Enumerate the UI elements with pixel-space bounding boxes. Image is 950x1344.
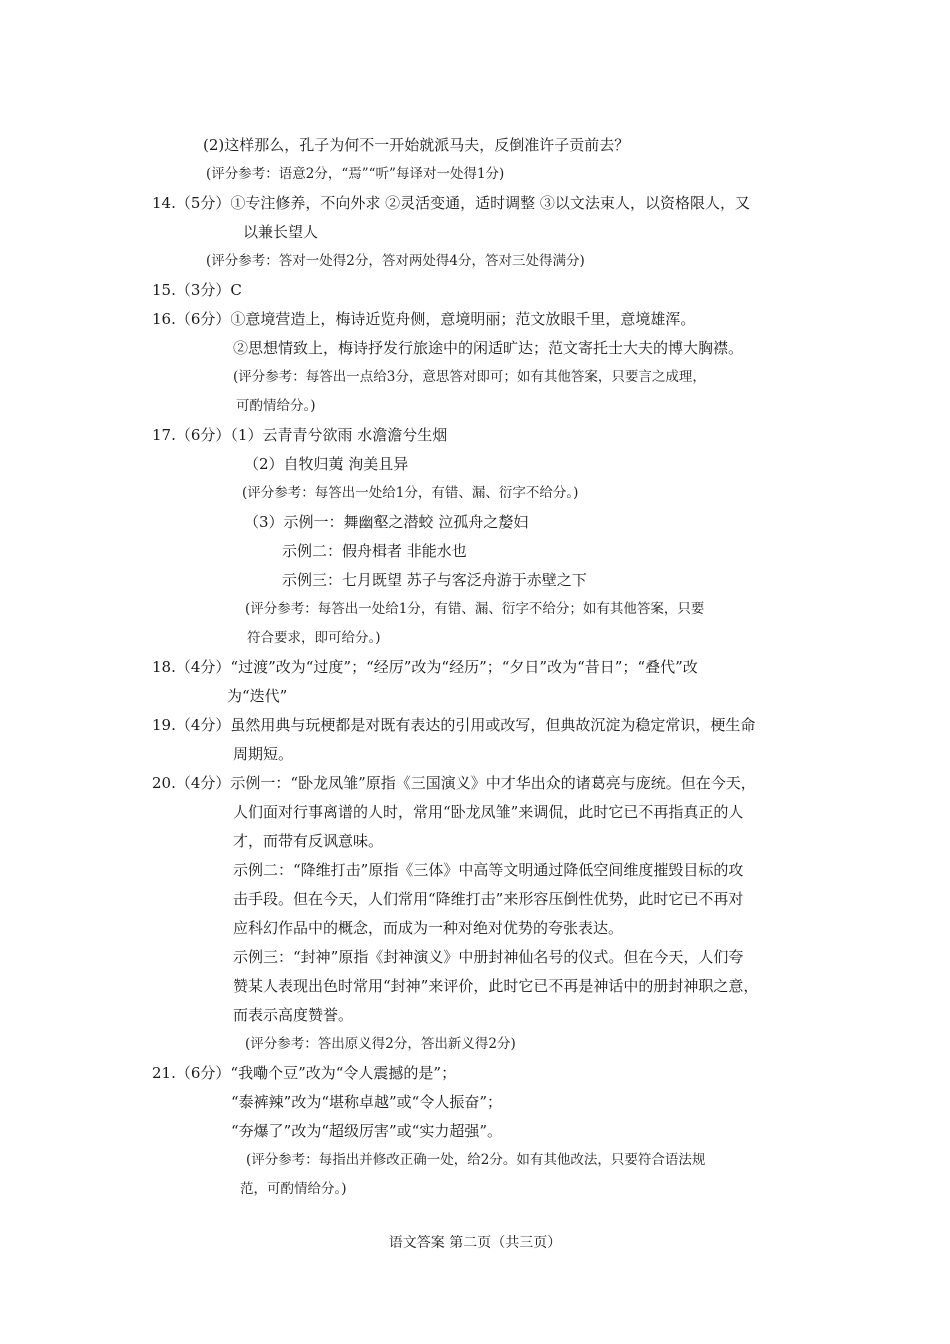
q14-scoring-note: (评分参考：答对一处得2分，答对两处得4分，答对三处得满分): [206, 253, 585, 269]
q17-answer-line: （3）示例一：舞幽壑之潜蛟 泣孤舟之嫠妇: [244, 513, 529, 531]
q14-answer-line: 以兼长望人: [243, 223, 319, 241]
q15-answer-line: 15.（3分）C: [152, 281, 242, 299]
q20-answer-line: 人们面对行事离谱的人时，常用“卧龙凤雏”来调侃，此时它已不再指真正的人: [233, 803, 744, 821]
q18-answer-line: 为“迭代”: [227, 687, 288, 705]
q16-answer-line: 16.（6分）①意境营造上，梅诗近览舟侧，意境明丽；范文放眼千里，意境雄浑。: [152, 310, 696, 328]
q20-answer-line: 20.（4分）示例一：“卧龙凤雏”原指《三国演义》中才华出众的诸葛亮与庞统。但在今天，: [152, 774, 756, 792]
q21-scoring-note: 范，可酌情给分。): [240, 1181, 347, 1197]
q13-translation-line: (2)这样那么，孔子为何不一开始就派马夫，反倒准许子贡前去？: [203, 136, 630, 154]
q17-scoring-note: 符合要求，即可给分。): [247, 630, 381, 646]
q16-answer-line: ②思想情致上，梅诗抒发行旅途中的闲适旷达；范文寄托士大夫的博大胸襟。: [233, 339, 744, 357]
q14-answer-line: 14.（5分）①专注修养，不向外求 ②灵活变通，适时调整 ③以文法束人，以资格限人，又: [152, 194, 750, 212]
q21-scoring-note: (评分参考：每指出并修改正确一处，给2分。如有其他改法，只要符合语法规: [246, 1152, 706, 1168]
q17-answer-line: （2）自牧归荑 洵美且异: [244, 455, 409, 473]
q16-scoring-note: 可酌情给分。): [236, 398, 316, 414]
q20-answer-line: 示例二：“降维打击”原指《三体》中高等文明通过降低空间维度摧毁目标的攻: [233, 861, 744, 879]
q17-scoring-note: (评分参考：每答出一处给1分，有错、漏、衍字不给分。): [242, 485, 579, 501]
q20-answer-line: 示例三：“封神”原指《封神演义》中册封神仙名号的仪式。但在今天，人们夸: [233, 948, 744, 966]
q19-answer-line: 周期短。: [233, 745, 294, 763]
q17-scoring-note: (评分参考：每答出一处给1分，有错、漏、衍字不给分；如有其他答案，只要: [245, 601, 705, 617]
q20-answer-line: 赞某人表现出色时常用“封神”来评价，此时它已不再是神话中的册封神职之意，: [233, 977, 759, 995]
q17-answer-line: 17.（6分）（1）云青青兮欲雨 水澹澹兮生烟: [152, 426, 448, 444]
q21-answer-line: “夯爆了”改为“超级厉害”或“实力超强”。: [231, 1122, 503, 1140]
page-footer: 语文答案 第二页（共三页）: [388, 1235, 562, 1251]
q20-answer-line: 才，而带有反讽意味。: [233, 832, 384, 850]
q21-answer-line: 21.（6分）“我嘞个豆”改为“令人震撼的是”；: [152, 1064, 457, 1082]
q17-answer-line: 示例二：假舟楫者 非能水也: [282, 542, 467, 560]
q20-answer-line: 而表示高度赞誉。: [233, 1006, 354, 1024]
q20-scoring-note: (评分参考：答出原义得2分，答出新义得2分): [245, 1036, 516, 1052]
q18-answer-line: 18.（4分）“过渡”改为“过度”；“经厉”改为“经历”；“夕日”改为“昔日”；“叠代”改: [152, 658, 698, 676]
q21-answer-line: “泰裤辣”改为“堪称卓越”或“令人振奋”；: [231, 1093, 503, 1111]
q17-answer-line: 示例三：七月既望 苏子与客泛舟游于赤壁之下: [282, 571, 587, 589]
q19-answer-line: 19.（4分）虽然用典与玩梗都是对既有表达的引用或改写，但典故沉淀为稳定常识，梗生命: [152, 716, 756, 734]
q20-answer-line: 击手段。但在今天，人们常用“降维打击”来形容压倒性优势，此时它已不再对: [233, 890, 744, 908]
q13-scoring-note: (评分参考：语意2分，“焉”“听”每译对一处得1分): [206, 166, 505, 182]
q20-answer-line: 应科幻作品中的概念，而成为一种对绝对优势的夸张表达。: [233, 919, 624, 937]
q16-scoring-note: (评分参考：每答出一点给3分，意思答对即可；如有其他答案，只要言之成理，: [233, 369, 706, 385]
